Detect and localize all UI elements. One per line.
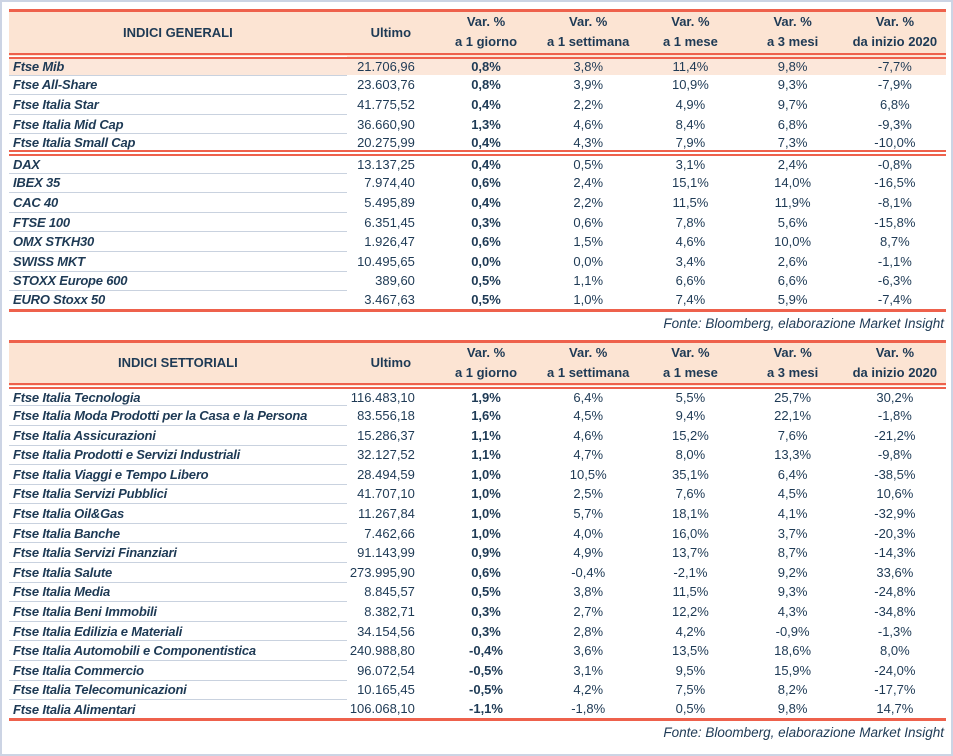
header-line-2: a 3 mesi xyxy=(766,34,819,50)
header-line-2: a 1 giorno xyxy=(454,34,518,50)
var-3-mesi-cell: 8,2% xyxy=(777,682,808,698)
var-1-giorno-cell: 0,5% xyxy=(471,584,501,600)
table-row xyxy=(9,212,946,232)
var-inizio-2020-cell: -15,8% xyxy=(874,214,916,230)
header-line-2: a 3 mesi xyxy=(766,364,819,380)
header-row xyxy=(9,341,946,386)
index-name-cell: Ftse Italia Moda Prodotti per la Casa e la Persona xyxy=(9,406,347,426)
var-3-mesi-cell: 18,6% xyxy=(774,643,812,659)
var-1-mese-cell: 13,5% xyxy=(671,643,709,659)
var-3-mesi-cell: 15,9% xyxy=(774,662,812,678)
var-1-settimana-cell: 10,5% xyxy=(569,466,607,482)
var-1-mese-cell: 9,5% xyxy=(675,662,706,678)
column-header-var-1-giorno xyxy=(435,11,537,56)
var-1-mese-cell: 16,0% xyxy=(671,525,709,541)
var-inizio-2020-cell: 33,6% xyxy=(876,564,914,580)
table-row xyxy=(9,621,946,641)
ultimo-cell: 23.603,76 xyxy=(357,77,415,93)
var-inizio-2020-cell: -14,3% xyxy=(874,545,916,561)
table-row xyxy=(9,523,946,543)
table-row xyxy=(9,582,946,602)
table-row xyxy=(9,75,946,95)
fonte-caption: Fonte: Bloomberg, elaborazione Market Insight xyxy=(663,724,944,740)
index-name-cell: Ftse Italia Prodotti e Servizi Industriali xyxy=(9,445,347,465)
table-row xyxy=(9,271,946,291)
ultimo-cell: 3.467,63 xyxy=(364,292,415,308)
var-1-giorno-cell: 1,0% xyxy=(471,525,501,541)
table-row xyxy=(9,56,946,76)
table-indici-settoriali xyxy=(9,340,946,721)
var-1-settimana-cell: 2,2% xyxy=(573,96,604,112)
var-1-giorno-cell: 1,9% xyxy=(471,390,501,406)
ultimo-cell: 15.286,37 xyxy=(357,427,415,443)
table-row xyxy=(9,95,946,115)
table-title: INDICI SETTORIALI xyxy=(9,341,347,386)
var-1-settimana-cell: 4,6% xyxy=(573,427,604,443)
var-3-mesi-cell: 4,5% xyxy=(777,486,808,502)
var-inizio-2020-cell: -24,0% xyxy=(874,662,916,678)
var-1-giorno-cell: 0,4% xyxy=(471,96,501,112)
table-row xyxy=(9,680,946,700)
var-1-settimana-cell: -0,4% xyxy=(571,564,606,580)
column-header-var-1-settimana xyxy=(537,11,639,56)
var-inizio-2020-cell: -0,8% xyxy=(844,153,946,173)
table-row xyxy=(9,232,946,252)
var-1-mese-cell: 4,9% xyxy=(675,96,706,112)
index-name-cell: Ftse Italia Tecnologia xyxy=(9,386,347,406)
var-inizio-2020-cell: -7,9% xyxy=(877,77,912,93)
var-1-mese-cell: 4,6% xyxy=(675,234,706,250)
var-1-mese-cell: 13,7% xyxy=(671,545,709,561)
var-3-mesi-cell: 22,1% xyxy=(774,408,812,424)
index-name-cell: SWISS MKT xyxy=(9,251,347,271)
index-name-cell: Ftse Italia Servizi Finanziari xyxy=(9,543,347,563)
index-name-cell: Ftse Italia Viaggi e Tempo Libero xyxy=(9,465,347,485)
table-row xyxy=(9,484,946,504)
var-1-settimana-cell: 5,7% xyxy=(573,506,604,522)
var-1-giorno-cell: 0,6% xyxy=(471,234,501,250)
table-header xyxy=(9,341,946,386)
var-inizio-2020-cell: -7,7% xyxy=(844,56,946,76)
index-name-cell: Ftse Italia Oil&Gas xyxy=(9,504,347,524)
ultimo-cell: 41.775,52 xyxy=(357,96,415,112)
var-1-giorno-cell: 0,4% xyxy=(471,134,501,150)
var-1-mese-cell: 5,5% xyxy=(675,390,706,406)
var-3-mesi-cell: 5,6% xyxy=(777,214,808,230)
ultimo-cell: 8.845,57 xyxy=(364,584,415,600)
table-row xyxy=(9,153,946,173)
var-1-giorno-cell: 1,0% xyxy=(471,466,501,482)
index-name-cell: Ftse Italia Small Cap xyxy=(13,134,136,150)
var-1-settimana-cell: 2,5% xyxy=(573,486,604,502)
var-1-mese-cell: 7,9% xyxy=(675,134,706,150)
var-1-settimana-cell: -1,8% xyxy=(571,701,606,717)
header-row xyxy=(9,11,946,56)
index-name-cell: Ftse Italia Alimentari xyxy=(13,701,136,717)
var-inizio-2020-cell: 10,6% xyxy=(876,486,914,502)
var-1-mese-cell: 7,4% xyxy=(675,292,706,308)
ultimo-cell: 389,60 xyxy=(375,273,415,289)
column-header-ultimo: Ultimo xyxy=(347,341,435,386)
var-3-mesi-cell: 11,9% xyxy=(774,194,811,210)
var-1-giorno-cell: -1,1% xyxy=(469,701,503,717)
table-row xyxy=(9,602,946,622)
fonte-caption: Fonte: Bloomberg, elaborazione Market Insight xyxy=(663,315,944,331)
table-row xyxy=(9,291,946,311)
table-row xyxy=(9,173,946,193)
var-1-mese-cell: 0,5% xyxy=(675,701,706,717)
table-row xyxy=(9,661,946,681)
var-1-settimana-cell: 4,0% xyxy=(573,525,604,541)
table-title: INDICI GENERALI xyxy=(9,11,347,56)
ultimo-cell: 28.494,59 xyxy=(357,466,415,482)
var-1-settimana-cell: 4,5% xyxy=(573,408,604,424)
header-line-1: Var. % xyxy=(875,14,915,30)
var-3-mesi-cell: 3,7% xyxy=(777,525,808,541)
header-line-2: da inizio 2020 xyxy=(852,364,938,380)
var-3-mesi-cell: 9,3% xyxy=(777,77,808,93)
var-1-giorno-cell: -0,5% xyxy=(469,682,503,698)
index-name-cell: Ftse Italia Mid Cap xyxy=(9,114,347,134)
var-3-mesi-cell: 9,8% xyxy=(742,56,844,76)
index-name-cell: EURO Stoxx 50 xyxy=(13,292,106,308)
var-3-mesi-cell: -0,9% xyxy=(775,623,810,639)
ultimo-cell: 116.483,10 xyxy=(350,390,415,406)
header-line-1: Var. % xyxy=(671,344,710,360)
block-europe xyxy=(9,153,946,310)
ultimo-cell: 32.127,52 xyxy=(357,447,415,463)
ultimo-cell: 10.165,45 xyxy=(357,682,415,698)
block-ftse-italia xyxy=(9,56,946,154)
ultimo-cell: 10.495,65 xyxy=(357,253,415,269)
header-line-2: da inizio 2020 xyxy=(852,34,938,50)
var-inizio-2020-cell: -1,1% xyxy=(877,253,912,269)
index-name-cell: CAC 40 xyxy=(9,193,347,213)
var-1-giorno-cell: -0,5% xyxy=(469,662,503,678)
var-inizio-2020-cell: -34,8% xyxy=(874,604,916,620)
var-1-settimana-cell: 4,9% xyxy=(573,545,604,561)
var-3-mesi-cell: 5,9% xyxy=(777,292,808,308)
var-1-giorno-cell: 0,8% xyxy=(471,77,501,93)
table-row xyxy=(9,406,946,426)
index-name-cell: Ftse Italia Automobili e Componentistica xyxy=(9,641,347,661)
index-name-cell: Ftse Italia Telecomunicazioni xyxy=(9,680,347,700)
header-line-2: a 1 giorno xyxy=(454,364,518,380)
table-row xyxy=(9,445,946,465)
var-1-mese-cell: -2,1% xyxy=(673,564,708,580)
var-inizio-2020-cell: 30,2% xyxy=(876,390,914,406)
index-name-cell: STOXX Europe 600 xyxy=(9,271,347,291)
var-1-giorno-cell: 0,3% xyxy=(471,604,501,620)
var-1-giorno-cell: 0,6% xyxy=(471,175,501,191)
ultimo-cell: 34.154,56 xyxy=(357,623,415,639)
index-name-cell: DAX xyxy=(9,153,347,173)
table-row xyxy=(9,425,946,445)
ultimo-cell: 8.382,71 xyxy=(364,604,415,620)
var-1-settimana-cell: 3,6% xyxy=(573,643,604,659)
header-line-1: Var. % xyxy=(773,14,812,30)
index-name-cell: FTSE 100 xyxy=(9,212,347,232)
var-inizio-2020-cell: -1,3% xyxy=(877,623,912,639)
ultimo-cell: 21.706,96 xyxy=(347,56,435,76)
header-line-2: a 1 settimana xyxy=(547,34,630,50)
column-header-var-1-mese xyxy=(639,341,741,386)
index-name-cell: Ftse Italia Media xyxy=(9,582,347,602)
var-1-settimana-cell: 4,7% xyxy=(573,447,604,463)
index-name-cell: Ftse Italia Commercio xyxy=(9,661,347,681)
var-1-settimana-cell: 0,5% xyxy=(537,153,639,173)
var-3-mesi-cell: 2,4% xyxy=(742,153,844,173)
var-1-mese-cell: 6,6% xyxy=(675,273,706,289)
var-inizio-2020-cell: -16,5% xyxy=(874,175,916,191)
var-1-mese-cell: 12,2% xyxy=(671,604,709,620)
header-line-2: a 1 settimana xyxy=(547,364,630,380)
var-1-mese-cell: 11,4% xyxy=(639,56,741,76)
var-1-mese-cell: 10,9% xyxy=(671,77,709,93)
table-row xyxy=(9,193,946,213)
var-inizio-2020-cell: -38,5% xyxy=(874,466,916,482)
var-1-mese-cell: 11,5% xyxy=(672,194,709,210)
index-name-cell: IBEX 35 xyxy=(9,173,347,193)
index-name-cell: Ftse Mib xyxy=(9,56,347,76)
column-header-var-3-mesi xyxy=(742,341,844,386)
table-header xyxy=(9,11,946,56)
var-inizio-2020-cell: 6,8% xyxy=(880,96,910,112)
var-3-mesi-cell: 4,3% xyxy=(777,604,808,620)
var-1-settimana-cell: 2,4% xyxy=(573,175,604,191)
header-line-1: Var. % xyxy=(569,344,608,360)
var-inizio-2020-cell: -9,3% xyxy=(877,116,912,132)
block-settoriali xyxy=(9,386,946,719)
index-name-cell: OMX STKH30 xyxy=(9,232,347,252)
var-1-settimana-cell: 6,4% xyxy=(573,390,604,406)
var-3-mesi-cell: 6,6% xyxy=(777,273,808,289)
var-1-mese-cell: 15,2% xyxy=(671,427,709,443)
var-1-settimana-cell: 3,1% xyxy=(573,662,604,678)
var-3-mesi-cell: 9,2% xyxy=(777,564,808,580)
header-line-2: a 1 mese xyxy=(662,34,718,50)
var-1-giorno-cell: 0,3% xyxy=(471,623,501,639)
var-1-settimana-cell: 4,3% xyxy=(573,134,604,150)
var-1-giorno-cell: 1,0% xyxy=(471,506,501,522)
var-1-giorno-cell: 0,0% xyxy=(471,253,501,269)
header-line-1: Var. % xyxy=(466,14,506,30)
var-1-mese-cell: 11,5% xyxy=(672,584,709,600)
column-header-var-3-mesi xyxy=(742,11,844,56)
var-3-mesi-cell: 14,0% xyxy=(774,175,812,191)
var-1-settimana-cell: 1,0% xyxy=(573,292,604,308)
var-1-mese-cell: 4,2% xyxy=(675,623,706,639)
var-1-giorno-cell: 1,6% xyxy=(471,408,501,424)
var-inizio-2020-cell: -1,8% xyxy=(877,408,912,424)
var-inizio-2020-cell: -9,8% xyxy=(877,447,912,463)
ultimo-cell: 13.137,25 xyxy=(347,153,435,173)
var-1-giorno-cell: 0,5% xyxy=(471,273,501,289)
var-1-mese-cell: 15,1% xyxy=(671,175,709,191)
table-row xyxy=(9,114,946,134)
var-1-settimana-cell: 2,8% xyxy=(573,623,604,639)
ultimo-cell: 240.988,80 xyxy=(349,643,415,659)
var-1-settimana-cell: 0,6% xyxy=(573,214,604,230)
var-1-mese-cell: 7,5% xyxy=(675,682,706,698)
var-1-settimana-cell: 2,7% xyxy=(573,604,604,620)
index-name-cell: Ftse Italia Beni Immobili xyxy=(9,602,347,622)
var-3-mesi-cell: 6,4% xyxy=(777,466,808,482)
table-row xyxy=(9,504,946,524)
var-1-mese-cell: 35,1% xyxy=(671,466,709,482)
var-1-mese-cell: 3,1% xyxy=(639,153,741,173)
var-1-mese-cell: 18,1% xyxy=(671,506,709,522)
var-3-mesi-cell: 10,0% xyxy=(774,234,812,250)
header-line-1: Var. % xyxy=(875,344,915,360)
index-name-cell: Ftse Italia Assicurazioni xyxy=(9,425,347,445)
var-1-mese-cell: 3,4% xyxy=(675,253,706,269)
var-inizio-2020-cell: 14,7% xyxy=(876,701,914,717)
var-1-mese-cell: 8,4% xyxy=(675,116,706,132)
var-inizio-2020-cell: 8,7% xyxy=(880,234,910,250)
var-1-giorno-cell: 1,1% xyxy=(471,427,501,443)
header-line-1: Var. % xyxy=(466,344,506,360)
var-1-settimana-cell: 0,0% xyxy=(573,253,604,269)
var-inizio-2020-cell: -7,4% xyxy=(877,292,912,308)
var-3-mesi-cell: 8,7% xyxy=(777,545,808,561)
table-row xyxy=(9,134,946,154)
column-header-var-1-giorno xyxy=(435,341,537,386)
column-header-var-inizio-2020 xyxy=(844,11,946,56)
var-3-mesi-cell: 7,3% xyxy=(777,134,808,150)
ultimo-cell: 7.974,40 xyxy=(364,175,415,191)
var-1-settimana-cell: 1,5% xyxy=(573,234,604,250)
var-3-mesi-cell: 2,6% xyxy=(777,253,808,269)
ultimo-cell: 41.707,10 xyxy=(357,486,415,502)
var-inizio-2020-cell: -24,8% xyxy=(874,584,916,600)
var-inizio-2020-cell: -32,9% xyxy=(874,506,916,522)
ultimo-cell: 36.660,90 xyxy=(357,116,415,132)
var-1-settimana-cell: 3,8% xyxy=(537,56,639,76)
var-1-mese-cell: 9,4% xyxy=(675,408,706,424)
ultimo-cell: 106.068,10 xyxy=(349,701,415,717)
var-1-mese-cell: 8,0% xyxy=(675,447,706,463)
table-row xyxy=(9,700,946,720)
var-inizio-2020-cell: 8,0% xyxy=(880,643,910,659)
var-1-settimana-cell: 1,1% xyxy=(573,273,604,289)
ultimo-cell: 6.351,45 xyxy=(364,214,415,230)
index-name-cell: Ftse Italia Servizi Pubblici xyxy=(9,484,347,504)
var-inizio-2020-cell: -6,3% xyxy=(877,273,912,289)
ultimo-cell: 91.143,99 xyxy=(357,545,415,561)
var-1-settimana-cell: 4,6% xyxy=(573,116,604,132)
var-3-mesi-cell: 7,6% xyxy=(777,427,808,443)
table-row xyxy=(9,543,946,563)
index-name-cell: Ftse Italia Salute xyxy=(9,563,347,583)
ultimo-cell: 1.926,47 xyxy=(364,234,415,250)
ultimo-cell: 83.556,18 xyxy=(357,408,415,424)
table-row xyxy=(9,251,946,271)
var-1-settimana-cell: 3,8% xyxy=(573,584,604,600)
ultimo-cell: 7.462,66 xyxy=(364,525,415,541)
var-3-mesi-cell: 13,3% xyxy=(774,447,812,463)
var-1-giorno-cell: 1,3% xyxy=(471,116,501,132)
var-1-giorno-cell: 0,4% xyxy=(435,153,537,173)
var-1-giorno-cell: 0,8% xyxy=(435,56,537,76)
var-inizio-2020-cell: -21,2% xyxy=(874,427,916,443)
column-header-var-1-settimana xyxy=(537,341,639,386)
table-row xyxy=(9,465,946,485)
index-name-cell: Ftse Italia Banche xyxy=(9,523,347,543)
var-1-giorno-cell: 0,4% xyxy=(471,194,501,210)
index-name-cell: Ftse Italia Edilizia e Materiali xyxy=(9,621,347,641)
section-indici-settoriali xyxy=(9,340,944,746)
column-header-var-inizio-2020 xyxy=(844,341,946,386)
var-1-giorno-cell: 0,5% xyxy=(471,292,501,308)
var-inizio-2020-cell: -17,7% xyxy=(874,682,916,698)
var-1-mese-cell: 7,6% xyxy=(675,486,706,502)
var-1-giorno-cell: 0,9% xyxy=(471,545,501,561)
var-1-giorno-cell: 0,6% xyxy=(471,564,501,580)
var-3-mesi-cell: 4,1% xyxy=(777,506,808,522)
column-header-var-1-mese xyxy=(639,11,741,56)
header-line-2: a 1 mese xyxy=(662,364,718,380)
var-3-mesi-cell: 9,3% xyxy=(777,584,808,600)
index-name-cell: Ftse Italia Star xyxy=(9,95,347,115)
table-row xyxy=(9,563,946,583)
var-3-mesi-cell: 25,7% xyxy=(774,390,812,406)
var-3-mesi-cell: 9,7% xyxy=(777,96,808,112)
var-inizio-2020-cell: -20,3% xyxy=(874,525,916,541)
table-indici-generali xyxy=(9,9,946,312)
ultimo-cell: 96.072,54 xyxy=(357,662,415,678)
header-line-1: Var. % xyxy=(569,14,608,30)
var-1-settimana-cell: 3,9% xyxy=(573,77,604,93)
var-1-giorno-cell: 1,1% xyxy=(471,447,501,463)
var-1-settimana-cell: 4,2% xyxy=(573,682,604,698)
header-line-1: Var. % xyxy=(773,344,812,360)
table-row xyxy=(9,386,946,406)
table-row xyxy=(9,641,946,661)
ultimo-cell: 273.995,90 xyxy=(349,564,415,580)
var-inizio-2020-cell: -8,1% xyxy=(877,194,912,210)
var-inizio-2020-cell: -10,0% xyxy=(874,134,916,150)
ultimo-cell: 20.275,99 xyxy=(357,134,415,150)
var-3-mesi-cell: 6,8% xyxy=(777,116,808,132)
var-1-settimana-cell: 2,2% xyxy=(573,194,604,210)
var-1-giorno-cell: -0,4% xyxy=(469,643,503,659)
column-header-ultimo: Ultimo xyxy=(347,11,435,56)
var-1-mese-cell: 7,8% xyxy=(675,214,706,230)
ultimo-cell: 11.267,84 xyxy=(358,506,415,522)
var-1-giorno-cell: 0,3% xyxy=(471,214,501,230)
var-1-giorno-cell: 1,0% xyxy=(471,486,501,502)
ultimo-cell: 5.495,89 xyxy=(364,194,415,210)
index-name-cell: Ftse All-Share xyxy=(9,75,347,95)
section-indici-generali xyxy=(9,9,944,337)
header-line-1: Var. % xyxy=(671,14,710,30)
var-3-mesi-cell: 9,8% xyxy=(777,701,808,717)
